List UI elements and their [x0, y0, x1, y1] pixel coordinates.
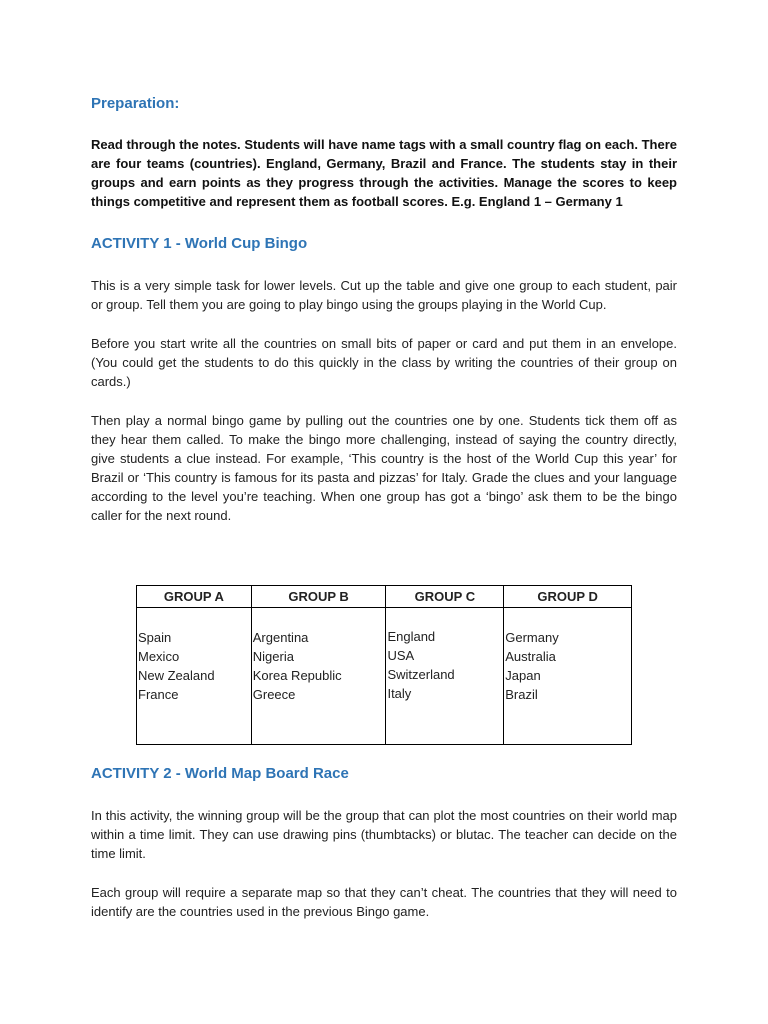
activity1-heading: ACTIVITY 1 - World Cup Bingo — [91, 235, 308, 252]
country-item: Spain — [138, 630, 172, 645]
country-item: Argentina — [252, 630, 309, 645]
table-header-row — [137, 586, 632, 608]
country-item: New Zealand — [138, 668, 215, 683]
preparation-text: Read through the notes. Students will have name tags with a small country flag on each. There are four teams (countries). England, Germany, Brazil and France. The students stay in their groups and earn points as they progress through the activities. Manage the scores to keep things competitive and represent them as football scores. E.g. England 1 – Germany 1 — [91, 137, 677, 209]
group-d-header: GROUP D — [504, 586, 632, 608]
group-a-cell — [137, 608, 252, 745]
preparation-heading: Preparation: — [91, 95, 180, 112]
country-item: Japan — [505, 668, 541, 683]
activity2-paragraph-2: Each group will require a separate map so that they can’t cheat. The countries that they will need to identify are the countries used in the previous Bingo game. — [91, 885, 677, 919]
activity2-heading: ACTIVITY 2 - World Map Board Race — [91, 765, 349, 782]
country-item: Germany — [505, 630, 559, 645]
bingo-groups-table — [136, 585, 632, 745]
country-item: France — [138, 687, 179, 702]
activity1-paragraph-3: Then play a normal bingo game by pulling out the countries one by one. Students tick them off as they hear them called. To make the bingo more challenging, instead of saying the country directly, give students a clue instead. For example, ‘This country is the host of the World Cup this year’ for Brazil or ‘This country is famous for its pasta and pizzas’ for Italy. Grade the clues and your language according to the level you’re teaching. When one group has got a ‘bingo’ ask them to be the bingo caller for the next round. — [91, 413, 677, 523]
country-item: Nigeria — [252, 649, 294, 664]
group-b-cell — [251, 608, 386, 745]
country-item: Italy — [387, 686, 412, 701]
group-b-header: GROUP B — [251, 586, 386, 608]
country-item: England — [387, 629, 436, 644]
country-item: Korea Republic — [252, 668, 342, 683]
country-item: Brazil — [505, 687, 538, 702]
activity1-paragraph-1: This is a very simple task for lower levels. Cut up the table and give one group to each student, pair or group. Tell them you are going to play bingo using the groups playing in the World Cup. — [91, 278, 677, 312]
country-item: USA — [387, 648, 415, 663]
activity2-paragraph-1: In this activity, the winning group will be the group that can plot the most countries on their world map within a time limit. They can use drawing pins (thumbtacks) or blutac. The teacher can decide on the time limit. — [91, 808, 677, 861]
group-d-cell — [504, 608, 632, 745]
activity1-paragraph-2: Before you start write all the countries on small bits of paper or card and put them in an envelope. (You could get the students to do this quickly in the class by writing the countries of their group on cards.) — [91, 336, 677, 389]
table-row — [137, 608, 632, 745]
country-item: Switzerland — [387, 667, 455, 682]
group-a-header: GROUP A — [137, 586, 252, 608]
country-item: Greece — [252, 687, 296, 702]
country-item: Australia — [505, 649, 556, 664]
country-item: Mexico — [138, 649, 180, 664]
group-c-cell — [386, 608, 504, 745]
group-c-header: GROUP C — [386, 586, 504, 608]
